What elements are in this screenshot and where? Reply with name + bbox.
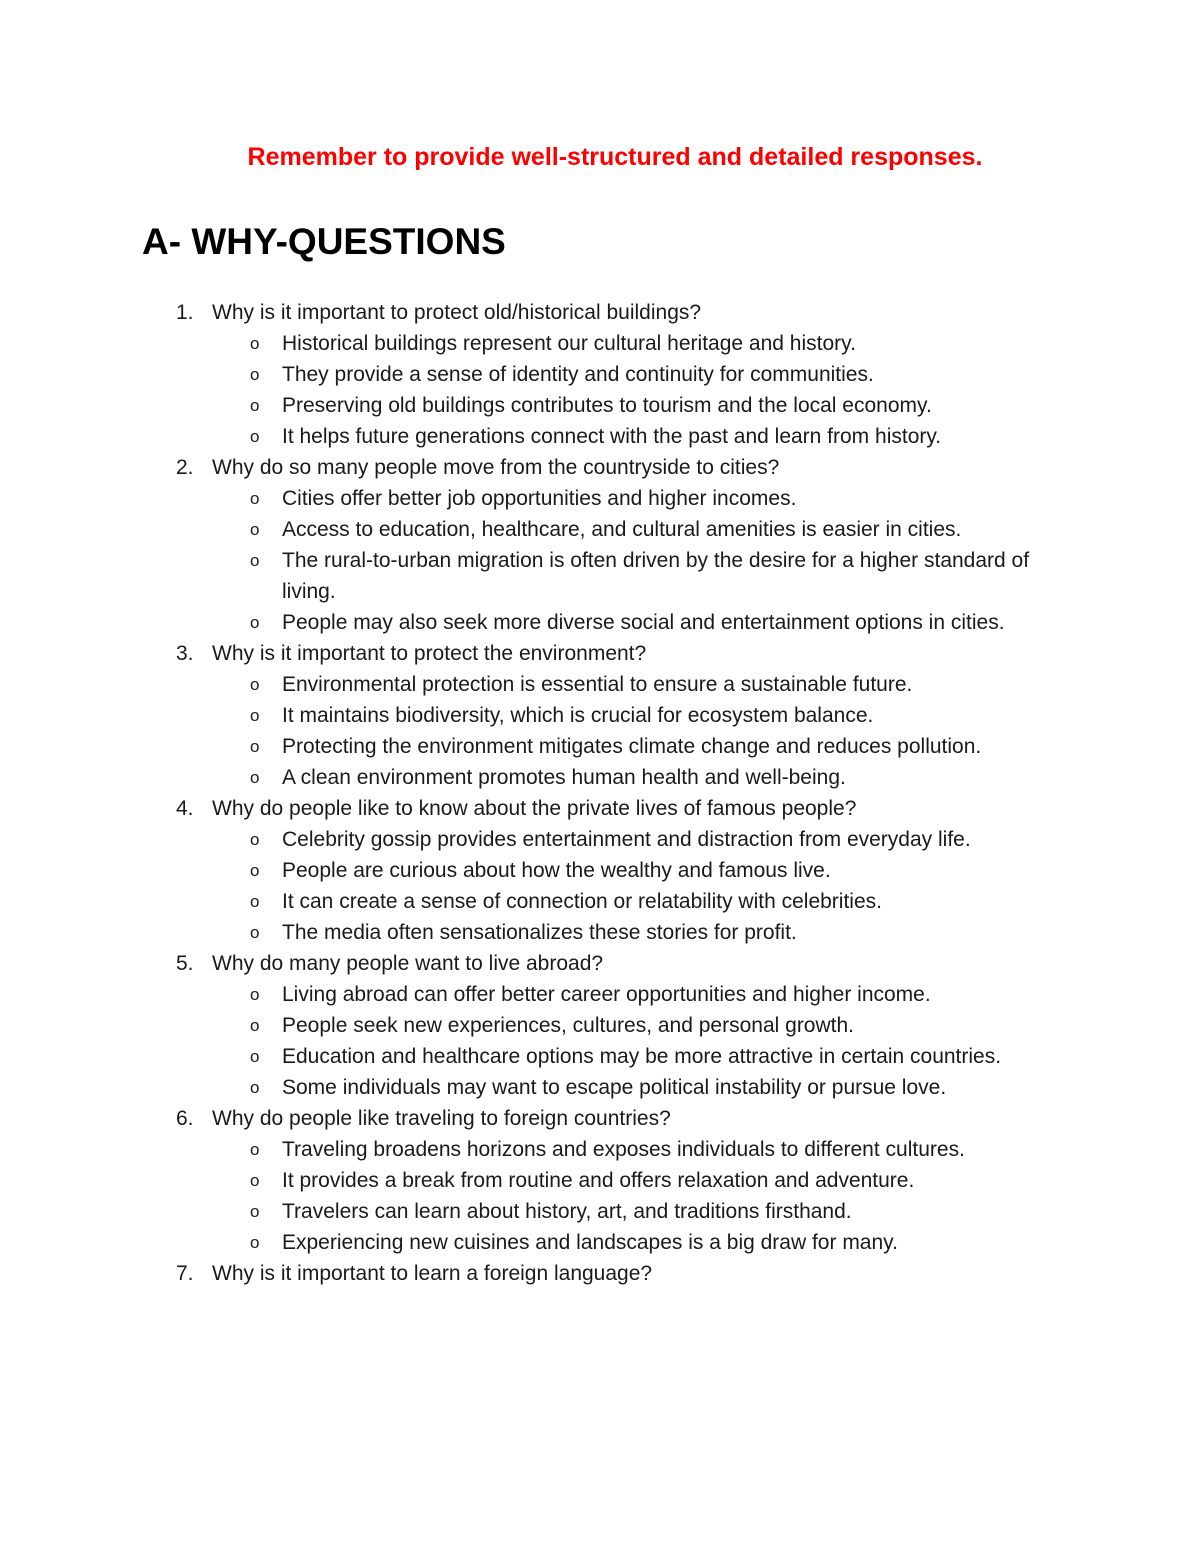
answer-text: It provides a break from routine and offers relaxation and adventure. [282, 1169, 915, 1192]
answer-item [0, 917, 1200, 948]
bullet-icon: o [250, 892, 260, 911]
answer-item [0, 979, 1200, 1010]
answer-text: Experiencing new cuisines and landscapes is a big draw for many. [282, 1231, 898, 1254]
answer-item [0, 700, 1200, 731]
question-number: 1. [176, 301, 194, 324]
question-item [0, 638, 1200, 793]
question-item [0, 1103, 1200, 1258]
answer-item [0, 762, 1200, 793]
bullet-icon: o [250, 1202, 260, 1221]
bullet-icon: o [250, 1233, 260, 1252]
bullet-icon: o [250, 985, 260, 1004]
answer-item [0, 1227, 1200, 1258]
answer-text: Protecting the environment mitigates climate change and reduces pollution. [282, 735, 982, 758]
bullet-icon: o [250, 861, 260, 880]
answer-item [0, 421, 1200, 452]
answer-item [0, 855, 1200, 886]
question-number: 5. [176, 952, 194, 975]
question-item [0, 793, 1200, 948]
answer-text: Cities offer better job opportunities and higher incomes. [282, 487, 797, 510]
bullet-icon: o [250, 427, 260, 446]
answer-text: People seek new experiences, cultures, and personal growth. [282, 1014, 855, 1037]
answer-text: People may also seek more diverse social and entertainment options in cities. [282, 611, 1005, 634]
bullet-icon: o [250, 1171, 260, 1190]
bullet-icon: o [250, 1078, 260, 1097]
answer-text: Celebrity gossip provides entertainment and distraction from everyday life. [282, 828, 971, 851]
answer-item [0, 328, 1200, 359]
answer-text: It helps future generations connect with the past and learn from history. [282, 425, 942, 448]
answer-list [0, 328, 1200, 452]
bullet-icon: o [250, 675, 260, 694]
answer-item [0, 824, 1200, 855]
answer-item [0, 545, 1200, 607]
answer-item [0, 886, 1200, 917]
bullet-icon: o [250, 830, 260, 849]
answer-text: People are curious about how the wealthy and famous live. [282, 859, 831, 882]
question-item [0, 948, 1200, 1103]
bullet-icon: o [250, 489, 260, 508]
answer-item [0, 483, 1200, 514]
answer-text: Education and healthcare options may be more attractive in certain countries. [282, 1045, 1002, 1068]
question-item [0, 1258, 1200, 1289]
bullet-icon: o [250, 1140, 260, 1159]
question-text: Why is it important to protect old/historical buildings? [212, 301, 702, 324]
question-number: 7. [176, 1262, 194, 1285]
bullet-icon: o [250, 923, 260, 942]
reminder-note: Remember to provide well-structured and detailed responses. [247, 143, 983, 171]
question-item [0, 452, 1200, 638]
question-item [0, 297, 1200, 452]
answer-text: Some individuals may want to escape political instability or pursue love. [282, 1076, 947, 1099]
question-number: 4. [176, 797, 194, 820]
answer-item [0, 607, 1200, 638]
question-text: Why do people like to know about the private lives of famous people? [212, 797, 857, 820]
answer-text: The rural-to-urban migration is often driven by the desire for a higher standard of living. [282, 549, 1030, 603]
answer-text: Access to education, healthcare, and cultural amenities is easier in cities. [282, 518, 962, 541]
answer-item [0, 1165, 1200, 1196]
answer-list [0, 669, 1200, 793]
answer-text: Historical buildings represent our cultural heritage and history. [282, 332, 856, 355]
question-text: Why do so many people move from the countryside to cities? [212, 456, 780, 479]
section-heading: A- WHY-QUESTIONS [142, 221, 506, 262]
bullet-icon: o [250, 396, 260, 415]
bullet-icon: o [250, 1047, 260, 1066]
answer-item [0, 390, 1200, 421]
answer-item [0, 669, 1200, 700]
answer-item [0, 359, 1200, 390]
question-text: Why is it important to learn a foreign language? [212, 1262, 653, 1285]
answer-text: Environmental protection is essential to ensure a sustainable future. [282, 673, 913, 696]
answer-text: They provide a sense of identity and continuity for communities. [282, 363, 874, 386]
answer-list [0, 824, 1200, 948]
bullet-icon: o [250, 334, 260, 353]
answer-list [0, 1134, 1200, 1258]
answer-item [0, 1196, 1200, 1227]
answer-item [0, 1010, 1200, 1041]
question-list [0, 297, 1200, 1289]
question-text: Why is it important to protect the environment? [212, 642, 647, 665]
bullet-icon: o [250, 706, 260, 725]
answer-item [0, 731, 1200, 762]
answer-list [0, 979, 1200, 1103]
question-number: 6. [176, 1107, 194, 1130]
answer-item [0, 514, 1200, 545]
answer-text: It can create a sense of connection or relatability with celebrities. [282, 890, 882, 913]
bullet-icon: o [250, 613, 260, 632]
answer-list [0, 483, 1200, 638]
answer-text: Living abroad can offer better career opportunities and higher income. [282, 983, 931, 1006]
bullet-icon: o [250, 1016, 260, 1035]
answer-text: It maintains biodiversity, which is crucial for ecosystem balance. [282, 704, 874, 727]
bullet-icon: o [250, 365, 260, 384]
answer-item [0, 1134, 1200, 1165]
answer-text: Preserving old buildings contributes to tourism and the local economy. [282, 394, 932, 417]
question-number: 2. [176, 456, 194, 479]
question-number: 3. [176, 642, 194, 665]
answer-text: Travelers can learn about history, art, and traditions firsthand. [282, 1200, 852, 1223]
question-text: Why do many people want to live abroad? [212, 952, 604, 975]
answer-item [0, 1041, 1200, 1072]
answer-text: The media often sensationalizes these stories for profit. [282, 921, 797, 944]
answer-item [0, 1072, 1200, 1103]
question-text: Why do people like traveling to foreign countries? [212, 1107, 671, 1130]
bullet-icon: o [250, 551, 260, 570]
bullet-icon: o [250, 737, 260, 756]
answer-text: Traveling broadens horizons and exposes individuals to different cultures. [282, 1138, 965, 1161]
bullet-icon: o [250, 520, 260, 539]
answer-text: A clean environment promotes human health and well-being. [282, 766, 846, 789]
bullet-icon: o [250, 768, 260, 787]
